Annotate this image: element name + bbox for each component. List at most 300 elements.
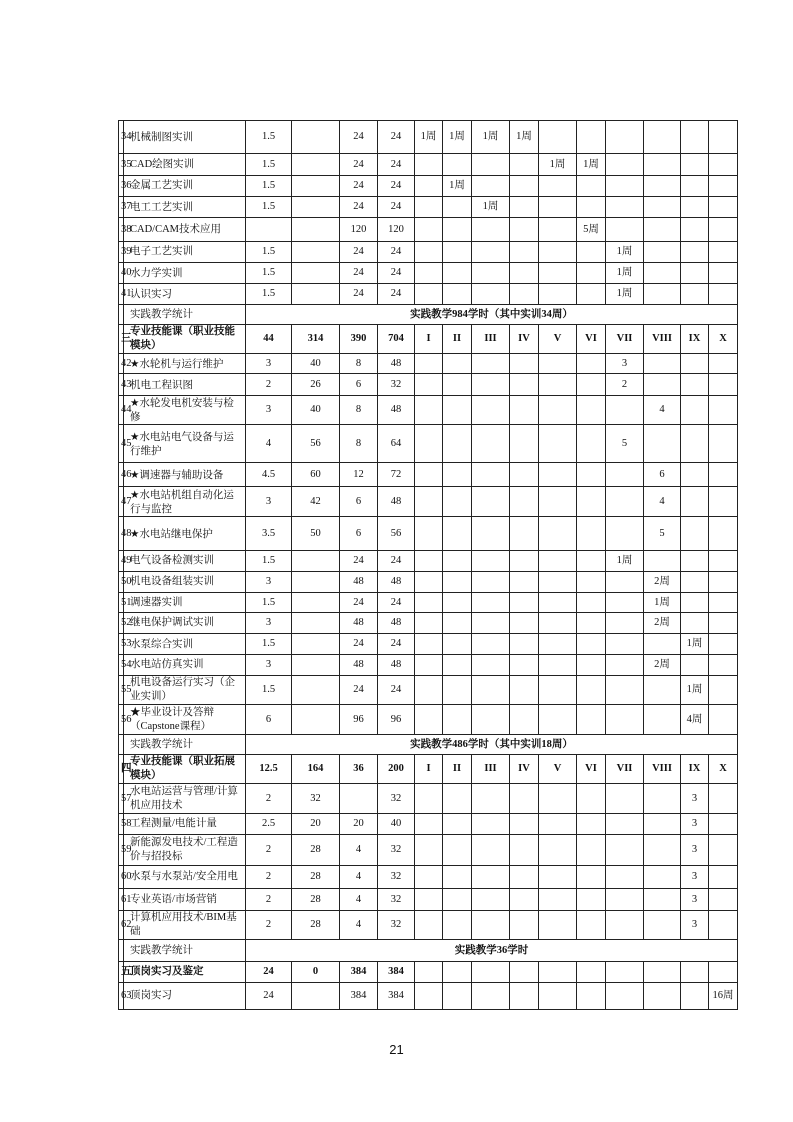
- hours-cell: 1.5: [246, 593, 292, 613]
- semester-cell: [709, 814, 738, 835]
- course-name: 工程测量/电能计量: [124, 814, 246, 835]
- semester-cell: [472, 263, 510, 284]
- semester-cell: [644, 889, 681, 911]
- semester-cell: [681, 154, 709, 176]
- semester-cell: 1周: [644, 593, 681, 613]
- hours-cell: [292, 154, 340, 176]
- semester-cell: [510, 613, 539, 634]
- course-name: ★水电站继电保护: [124, 517, 246, 551]
- semester-cell: [443, 197, 472, 218]
- semester-cell: [539, 705, 577, 735]
- row-number: 42: [119, 354, 124, 374]
- table-row: [119, 572, 738, 593]
- course-name: 水泵综合实训: [124, 634, 246, 655]
- hours-cell: 6: [340, 374, 378, 396]
- semester-cell: [472, 866, 510, 889]
- hours-cell: 24: [340, 176, 378, 197]
- course-name: ★水电站电气设备与运行维护: [124, 425, 246, 463]
- row-number: 44: [119, 396, 124, 425]
- semester-cell: 4: [644, 487, 681, 517]
- semester-cell: [539, 835, 577, 866]
- page-number: 21: [389, 1042, 404, 1057]
- semester-cell: [539, 487, 577, 517]
- semester-cell: [539, 354, 577, 374]
- row-number: 54: [119, 655, 124, 676]
- semester-cell: [539, 425, 577, 463]
- semester-cell: [709, 396, 738, 425]
- semester-cell: [644, 121, 681, 154]
- semester-cell: VII: [606, 755, 644, 784]
- semester-cell: X: [709, 325, 738, 354]
- hours-cell: 56: [378, 517, 415, 551]
- table-row: [119, 889, 738, 911]
- semester-cell: [415, 487, 443, 517]
- semester-cell: [606, 962, 644, 983]
- semester-cell: [577, 517, 606, 551]
- semester-cell: [709, 593, 738, 613]
- hours-cell: 26: [292, 374, 340, 396]
- table-row: [119, 154, 738, 176]
- hours-cell: 28: [292, 911, 340, 940]
- hours-cell: 24: [340, 551, 378, 572]
- stats-label: 实践教学统计: [124, 305, 246, 325]
- semester-cell: [472, 154, 510, 176]
- semester-cell: [510, 593, 539, 613]
- hours-cell: 40: [292, 396, 340, 425]
- semester-cell: [644, 705, 681, 735]
- row-number: 三: [119, 325, 124, 354]
- semester-cell: [577, 835, 606, 866]
- hours-cell: 8: [340, 425, 378, 463]
- hours-cell: 3: [246, 655, 292, 676]
- semester-cell: [709, 655, 738, 676]
- semester-cell: [443, 284, 472, 305]
- semester-cell: [709, 154, 738, 176]
- semester-cell: 1周: [472, 197, 510, 218]
- hours-cell: 24: [340, 242, 378, 263]
- hours-cell: 24: [246, 983, 292, 1010]
- row-number: 61: [119, 889, 124, 911]
- course-name: 顶岗实习: [124, 983, 246, 1010]
- semester-cell: 3: [681, 784, 709, 814]
- semester-cell: [415, 396, 443, 425]
- semester-cell: [681, 517, 709, 551]
- hours-cell: 32: [378, 911, 415, 940]
- hours-cell: 1.5: [246, 551, 292, 572]
- hours-cell: [246, 218, 292, 242]
- hours-cell: 24: [340, 121, 378, 154]
- hours-cell: 44: [246, 325, 292, 354]
- row-number: 35: [119, 154, 124, 176]
- semester-cell: [415, 835, 443, 866]
- course-name: 计算机应用技术/BIM基础: [124, 911, 246, 940]
- hours-cell: 24: [340, 263, 378, 284]
- semester-cell: [577, 487, 606, 517]
- table-row: [119, 263, 738, 284]
- semester-cell: [539, 814, 577, 835]
- semester-cell: [472, 487, 510, 517]
- semester-cell: [644, 425, 681, 463]
- hours-cell: 72: [378, 463, 415, 487]
- semester-cell: [510, 284, 539, 305]
- hours-cell: 2: [246, 911, 292, 940]
- semester-cell: [539, 374, 577, 396]
- table-row: [119, 218, 738, 242]
- semester-cell: [709, 613, 738, 634]
- semester-cell: [577, 551, 606, 572]
- stats-label: 实践教学统计: [124, 735, 246, 755]
- semester-cell: [415, 463, 443, 487]
- semester-cell: [510, 962, 539, 983]
- section-row: [119, 325, 738, 354]
- semester-cell: [577, 121, 606, 154]
- semester-cell: [539, 572, 577, 593]
- hours-cell: 3: [246, 572, 292, 593]
- semester-cell: [606, 814, 644, 835]
- semester-cell: VII: [606, 325, 644, 354]
- semester-cell: [415, 154, 443, 176]
- table-row: [119, 551, 738, 572]
- semester-cell: [709, 889, 738, 911]
- table-row: [119, 242, 738, 263]
- semester-cell: [577, 263, 606, 284]
- semester-cell: [577, 705, 606, 735]
- semester-cell: 3: [681, 911, 709, 940]
- semester-cell: [606, 983, 644, 1010]
- row-number: 48: [119, 517, 124, 551]
- hours-cell: 24: [340, 593, 378, 613]
- semester-cell: [443, 962, 472, 983]
- semester-cell: [606, 396, 644, 425]
- table-row: [119, 835, 738, 866]
- semester-cell: [510, 354, 539, 374]
- semester-cell: [415, 962, 443, 983]
- semester-cell: [709, 463, 738, 487]
- hours-cell: 24: [378, 197, 415, 218]
- semester-cell: [644, 784, 681, 814]
- course-name: 水泵与水泵站/安全用电: [124, 866, 246, 889]
- hours-cell: 164: [292, 755, 340, 784]
- course-name: ★调速器与辅助设备: [124, 463, 246, 487]
- row-number: 53: [119, 634, 124, 655]
- semester-cell: [709, 866, 738, 889]
- semester-cell: [709, 176, 738, 197]
- semester-cell: [577, 784, 606, 814]
- hours-cell: 12: [340, 463, 378, 487]
- semester-cell: [415, 354, 443, 374]
- semester-cell: II: [443, 755, 472, 784]
- semester-cell: [606, 676, 644, 705]
- semester-cell: 5: [644, 517, 681, 551]
- row-number: 五: [119, 962, 124, 983]
- hours-cell: 64: [378, 425, 415, 463]
- hours-cell: 48: [378, 655, 415, 676]
- semester-cell: [606, 121, 644, 154]
- semester-cell: [644, 263, 681, 284]
- hours-cell: 3: [246, 354, 292, 374]
- hours-cell: [292, 676, 340, 705]
- hours-cell: 24: [378, 634, 415, 655]
- course-name: ★水轮发电机安装与检修: [124, 396, 246, 425]
- hours-cell: 8: [340, 354, 378, 374]
- semester-cell: [577, 814, 606, 835]
- section-row: [119, 962, 738, 983]
- semester-cell: [606, 634, 644, 655]
- hours-cell: [292, 634, 340, 655]
- semester-cell: [415, 572, 443, 593]
- semester-cell: [644, 154, 681, 176]
- semester-cell: [443, 784, 472, 814]
- semester-cell: [606, 866, 644, 889]
- semester-cell: [606, 593, 644, 613]
- semester-cell: [472, 242, 510, 263]
- semester-cell: [472, 962, 510, 983]
- semester-cell: [539, 784, 577, 814]
- semester-cell: [606, 197, 644, 218]
- semester-cell: [443, 551, 472, 572]
- semester-cell: [510, 889, 539, 911]
- semester-cell: [472, 374, 510, 396]
- semester-cell: [443, 425, 472, 463]
- semester-cell: [539, 218, 577, 242]
- semester-cell: [472, 572, 510, 593]
- course-name: CAD绘图实训: [124, 154, 246, 176]
- semester-cell: [443, 613, 472, 634]
- semester-cell: [709, 634, 738, 655]
- semester-cell: [510, 655, 539, 676]
- hours-cell: 1.5: [246, 284, 292, 305]
- semester-cell: [510, 374, 539, 396]
- table-row: [119, 676, 738, 705]
- hours-cell: 1.5: [246, 634, 292, 655]
- semester-cell: [415, 593, 443, 613]
- hours-cell: 3: [246, 396, 292, 425]
- semester-cell: [606, 911, 644, 940]
- hours-cell: [292, 242, 340, 263]
- course-name: ★毕业设计及答辩（Capstone课程）: [124, 705, 246, 735]
- semester-cell: [709, 962, 738, 983]
- semester-cell: 5: [606, 425, 644, 463]
- semester-cell: [709, 242, 738, 263]
- semester-cell: [577, 655, 606, 676]
- semester-cell: [539, 962, 577, 983]
- semester-cell: [510, 784, 539, 814]
- table-row: [119, 396, 738, 425]
- semester-cell: [539, 866, 577, 889]
- semester-cell: [681, 197, 709, 218]
- semester-cell: 4周: [681, 705, 709, 735]
- semester-cell: [606, 613, 644, 634]
- course-name: 机械制图实训: [124, 121, 246, 154]
- semester-cell: 1周: [443, 121, 472, 154]
- semester-cell: [415, 983, 443, 1010]
- hours-cell: 50: [292, 517, 340, 551]
- semester-cell: [443, 517, 472, 551]
- hours-cell: 24: [378, 551, 415, 572]
- table-row: [119, 487, 738, 517]
- hours-cell: [292, 983, 340, 1010]
- semester-cell: [510, 463, 539, 487]
- semester-cell: [681, 487, 709, 517]
- semester-cell: [577, 284, 606, 305]
- row-number: 四: [119, 755, 124, 784]
- semester-cell: [415, 784, 443, 814]
- hours-cell: 120: [378, 218, 415, 242]
- semester-cell: [681, 613, 709, 634]
- row-number: 39: [119, 242, 124, 263]
- semester-cell: [472, 354, 510, 374]
- semester-cell: 6: [644, 463, 681, 487]
- semester-cell: [510, 154, 539, 176]
- hours-cell: 48: [340, 613, 378, 634]
- semester-cell: [539, 613, 577, 634]
- semester-cell: [472, 889, 510, 911]
- semester-cell: [510, 705, 539, 735]
- semester-cell: [472, 983, 510, 1010]
- row-number: 34: [119, 121, 124, 154]
- hours-cell: 24: [378, 593, 415, 613]
- semester-cell: [577, 593, 606, 613]
- semester-cell: [577, 613, 606, 634]
- semester-cell: [709, 551, 738, 572]
- hours-cell: 48: [378, 572, 415, 593]
- stats-summary: 实践教学486学时（其中实训18周）: [246, 735, 738, 755]
- hours-cell: 3: [246, 487, 292, 517]
- hours-cell: 8: [340, 396, 378, 425]
- semester-cell: 3: [681, 814, 709, 835]
- row-number: 57: [119, 784, 124, 814]
- semester-cell: [415, 263, 443, 284]
- semester-cell: [415, 374, 443, 396]
- hours-cell: [292, 197, 340, 218]
- course-name: 顶岗实习及鉴定: [124, 962, 246, 983]
- semester-cell: [415, 176, 443, 197]
- semester-cell: [539, 517, 577, 551]
- semester-cell: [443, 655, 472, 676]
- semester-cell: [539, 889, 577, 911]
- semester-cell: 1周: [415, 121, 443, 154]
- hours-cell: 28: [292, 889, 340, 911]
- semester-cell: [510, 242, 539, 263]
- course-name: 水电站运营与管理/计算机应用技术: [124, 784, 246, 814]
- hours-cell: [292, 263, 340, 284]
- semester-cell: [681, 551, 709, 572]
- course-name: 继电保护调试实训: [124, 613, 246, 634]
- course-name: 金属工艺实训: [124, 176, 246, 197]
- semester-cell: [472, 911, 510, 940]
- semester-cell: [443, 463, 472, 487]
- semester-cell: [415, 242, 443, 263]
- semester-cell: [443, 814, 472, 835]
- row-number: 55: [119, 676, 124, 705]
- semester-cell: [510, 814, 539, 835]
- hours-cell: 200: [378, 755, 415, 784]
- semester-cell: [681, 218, 709, 242]
- semester-cell: [681, 572, 709, 593]
- hours-cell: 24: [378, 263, 415, 284]
- semester-cell: [443, 218, 472, 242]
- semester-cell: 3: [606, 354, 644, 374]
- row-number: 52: [119, 613, 124, 634]
- course-name: 专业技能课（职业技能模块）: [124, 325, 246, 354]
- semester-cell: VIII: [644, 325, 681, 354]
- semester-cell: [709, 705, 738, 735]
- semester-cell: [415, 814, 443, 835]
- hours-cell: 2: [246, 866, 292, 889]
- hours-cell: [292, 218, 340, 242]
- semester-cell: 1周: [681, 634, 709, 655]
- semester-cell: [577, 242, 606, 263]
- semester-cell: [539, 911, 577, 940]
- semester-cell: 1周: [606, 551, 644, 572]
- hours-cell: 24: [340, 197, 378, 218]
- hours-cell: 24: [378, 284, 415, 305]
- semester-cell: [415, 517, 443, 551]
- semester-cell: [472, 613, 510, 634]
- semester-cell: [577, 396, 606, 425]
- hours-cell: 28: [292, 866, 340, 889]
- semester-cell: [510, 634, 539, 655]
- semester-cell: [539, 121, 577, 154]
- hours-cell: 390: [340, 325, 378, 354]
- row-number: 62: [119, 911, 124, 940]
- row-number: 50: [119, 572, 124, 593]
- hours-cell: [292, 593, 340, 613]
- course-name: 水力学实训: [124, 263, 246, 284]
- semester-cell: 2周: [644, 613, 681, 634]
- hours-cell: 48: [378, 396, 415, 425]
- hours-cell: 24: [378, 121, 415, 154]
- course-name: ★水电站机组自动化运行与监控: [124, 487, 246, 517]
- hours-cell: [292, 613, 340, 634]
- course-name: 调速器实训: [124, 593, 246, 613]
- semester-cell: [709, 835, 738, 866]
- hours-cell: 96: [378, 705, 415, 735]
- semester-cell: [510, 396, 539, 425]
- hours-cell: 24: [378, 242, 415, 263]
- semester-cell: [443, 634, 472, 655]
- hours-cell: 28: [292, 835, 340, 866]
- hours-cell: 2: [246, 374, 292, 396]
- hours-cell: 24: [340, 634, 378, 655]
- hours-cell: 384: [340, 983, 378, 1010]
- semester-cell: [539, 197, 577, 218]
- semester-cell: [681, 463, 709, 487]
- hours-cell: 48: [378, 354, 415, 374]
- hours-cell: [292, 705, 340, 735]
- semester-cell: [577, 374, 606, 396]
- hours-cell: 24: [378, 154, 415, 176]
- semester-cell: 2周: [644, 655, 681, 676]
- hours-cell: 6: [340, 517, 378, 551]
- semester-cell: [681, 284, 709, 305]
- semester-cell: [681, 425, 709, 463]
- semester-cell: [644, 218, 681, 242]
- table-row: [119, 425, 738, 463]
- course-name: 专业英语/市场营销: [124, 889, 246, 911]
- semester-cell: [472, 634, 510, 655]
- semester-cell: V: [539, 755, 577, 784]
- course-name: 水电站仿真实训: [124, 655, 246, 676]
- semester-cell: [510, 866, 539, 889]
- semester-cell: 3: [681, 866, 709, 889]
- semester-cell: [681, 655, 709, 676]
- semester-cell: [577, 911, 606, 940]
- semester-cell: [472, 835, 510, 866]
- semester-cell: [644, 284, 681, 305]
- semester-cell: [681, 396, 709, 425]
- semester-cell: [510, 487, 539, 517]
